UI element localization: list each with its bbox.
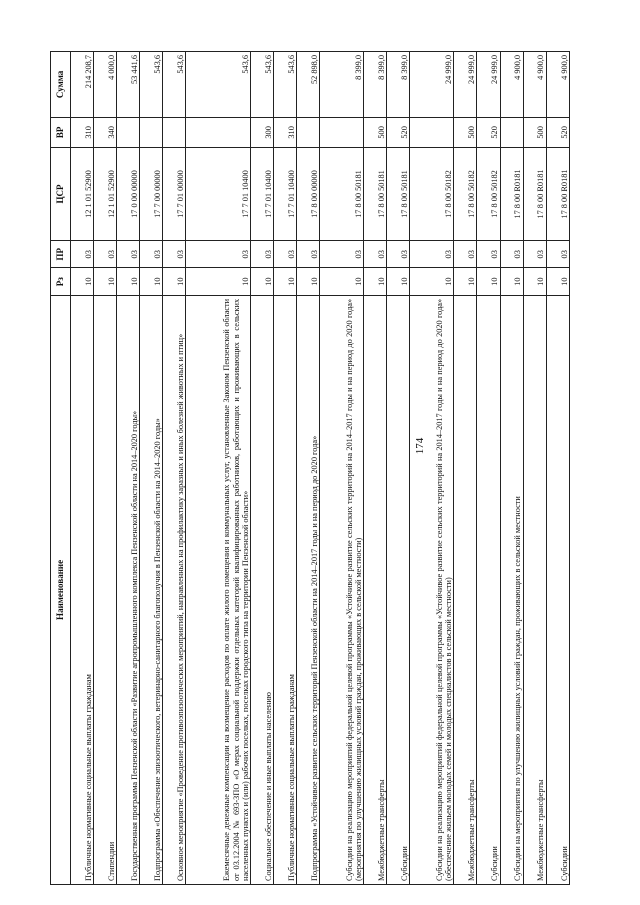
- cell-pr: 03: [523, 241, 546, 268]
- cell-vr: [163, 117, 186, 147]
- cell-pr: 03: [546, 241, 569, 268]
- cell-name: Субсидии на реализацию мероприятий федеральной целевой программы «Устойчивое развитие сельских территорий на 2014–2017 годы и на период до 2020 года» (мероприятия по улучшению жилищных условий граждан, проживающих в сельской местности): [320, 295, 364, 884]
- table-row: [410, 52, 454, 885]
- header-name: Наименование: [51, 295, 71, 884]
- cell-name: Межбюджетные трансферты: [523, 295, 546, 884]
- cell-vr: [297, 117, 320, 147]
- cell-vr: 310: [274, 117, 297, 147]
- cell-csr: 17 0 00 00000: [117, 147, 140, 240]
- cell-sum: 543,6: [186, 52, 251, 118]
- table-row: [477, 52, 500, 885]
- cell-pr: 03: [454, 241, 477, 268]
- cell-vr: 300: [251, 117, 274, 147]
- cell-rz: 10: [94, 268, 117, 295]
- cell-vr: 500: [523, 117, 546, 147]
- cell-csr: 17 8 00 R0181: [546, 147, 569, 240]
- cell-csr: 17 8 00 50181: [387, 147, 410, 240]
- cell-csr: 17 7 01 10400: [274, 147, 297, 240]
- cell-vr: 500: [454, 117, 477, 147]
- cell-csr: 17 8 00 50181: [364, 147, 387, 240]
- cell-sum: 543,6: [251, 52, 274, 118]
- cell-vr: 520: [387, 117, 410, 147]
- table-row: [297, 52, 320, 885]
- cell-pr: 03: [387, 241, 410, 268]
- cell-sum: 4 900,0: [523, 52, 546, 118]
- cell-name: Социальное обеспечение и иные выплаты населению: [251, 295, 274, 884]
- cell-rz: 10: [454, 268, 477, 295]
- cell-rz: 10: [297, 268, 320, 295]
- cell-rz: 10: [274, 268, 297, 295]
- cell-vr: 310: [71, 117, 94, 147]
- cell-name: Межбюджетные трансферты: [454, 295, 477, 884]
- table-row: [117, 52, 140, 885]
- cell-vr: [500, 117, 523, 147]
- cell-sum: 543,6: [163, 52, 186, 118]
- cell-pr: 03: [477, 241, 500, 268]
- cell-name: Подпрограмма «Обеспечение эпизоотического, ветеринарно-санитарного благополучия в Пензенской области на 2014–2020 годы»: [140, 295, 163, 884]
- cell-pr: 03: [274, 241, 297, 268]
- cell-vr: 520: [546, 117, 569, 147]
- cell-rz: 10: [163, 268, 186, 295]
- cell-csr: 17 8 00 50182: [410, 147, 454, 240]
- cell-vr: 340: [94, 117, 117, 147]
- cell-rz: 10: [320, 268, 364, 295]
- cell-sum: 53 441,6: [117, 52, 140, 118]
- table-row: [387, 52, 410, 885]
- cell-name: Государственная программа Пензенской области «Развитие агропромышленного комплекса Пензенской области на 2014–2020 годы»: [117, 295, 140, 884]
- cell-vr: 500: [364, 117, 387, 147]
- cell-csr: 17 8 00 50181: [320, 147, 364, 240]
- cell-rz: 10: [117, 268, 140, 295]
- cell-name: Субсидии на реализацию мероприятий федеральной целевой программы «Устойчивое развитие сельских территорий на 2014–2017 годы и на период до 2020 года» (обеспечение жильем молодых семей и молодых специалистов в сельской местности): [410, 295, 454, 884]
- cell-name: Публичные нормативные социальные выплаты гражданам: [274, 295, 297, 884]
- cell-pr: 03: [186, 241, 251, 268]
- cell-csr: 12 1 01 52900: [71, 147, 94, 240]
- table-row: [140, 52, 163, 885]
- table-row: [71, 52, 94, 885]
- cell-sum: 52 898,0: [297, 52, 320, 118]
- cell-sum: 24 999,0: [454, 52, 477, 118]
- table-row: [320, 52, 364, 885]
- cell-vr: 520: [477, 117, 500, 147]
- cell-vr: [410, 117, 454, 147]
- table-header-row: [51, 52, 71, 885]
- cell-name: Межбюджетные трансферты: [364, 295, 387, 884]
- cell-sum: 8 399,0: [320, 52, 364, 118]
- cell-rz: 10: [500, 268, 523, 295]
- cell-vr: [186, 117, 251, 147]
- cell-pr: 03: [364, 241, 387, 268]
- cell-pr: 03: [500, 241, 523, 268]
- cell-rz: 10: [364, 268, 387, 295]
- cell-csr: 17 7 01 10400: [186, 147, 251, 240]
- table-row: [546, 52, 569, 885]
- cell-csr: 17 8 00 R0181: [523, 147, 546, 240]
- cell-csr: 17 7 00 00000: [140, 147, 163, 240]
- cell-pr: 03: [163, 241, 186, 268]
- cell-pr: 03: [410, 241, 454, 268]
- cell-sum: 24 999,0: [477, 52, 500, 118]
- cell-csr: 17 7 01 10400: [251, 147, 274, 240]
- page-number: 174: [414, 437, 426, 455]
- header-sum: Сумма: [51, 52, 71, 118]
- table-row: [500, 52, 523, 885]
- header-rz: Рз: [51, 268, 71, 295]
- cell-pr: 03: [297, 241, 320, 268]
- cell-pr: 03: [320, 241, 364, 268]
- cell-rz: 10: [523, 268, 546, 295]
- cell-pr: 03: [117, 241, 140, 268]
- cell-sum: 543,6: [274, 52, 297, 118]
- header-vr: ВР: [51, 117, 71, 147]
- cell-name: Субсидии на мероприятия по улучшению жилищных условий граждан, проживающих в сельской местности: [500, 295, 523, 884]
- cell-name: Основное мероприятие «Проведение противоэпизоотических мероприятий, направленных на профилактику заразных и иных болезней животных и птиц»: [163, 295, 186, 884]
- cell-name: Ежемесячные денежные компенсации на возмещение расходов по оплате жилого помещения и коммунальных услуг, установленные Законом Пензенской области от 03.12.2004 № 693-ЗПО «О мерах социальной поддержки отдельных категорий квалифицированных работников, работающих и проживающих в сельских населенных пунктах и (или) рабочих поселках, поселках городского типа на территории Пензенской области»: [186, 295, 251, 884]
- cell-rz: 10: [186, 268, 251, 295]
- cell-vr: [140, 117, 163, 147]
- cell-name: Субсидии: [477, 295, 500, 884]
- cell-csr: 12 1 01 52900: [94, 147, 117, 240]
- cell-csr: 17 8 00 50182: [477, 147, 500, 240]
- cell-pr: 03: [251, 241, 274, 268]
- table-row: [523, 52, 546, 885]
- cell-csr: 17 8 00 00000: [297, 147, 320, 240]
- cell-sum: 543,6: [140, 52, 163, 118]
- cell-sum: 4 000,0: [94, 52, 117, 118]
- header-pr: ПР: [51, 241, 71, 268]
- cell-vr: [320, 117, 364, 147]
- cell-csr: 17 8 00 R0181: [500, 147, 523, 240]
- cell-name: Подпрограмма «Устойчивое развитие сельских территорий Пензенской области на 2014–2017 годы и на период до 2020 года»: [297, 295, 320, 884]
- cell-sum: 8 399,0: [364, 52, 387, 118]
- table-row: [251, 52, 274, 885]
- cell-csr: 17 8 00 50182: [454, 147, 477, 240]
- cell-rz: 10: [140, 268, 163, 295]
- cell-sum: 24 999,0: [410, 52, 454, 118]
- table-row: [163, 52, 186, 885]
- cell-name: Субсидии: [546, 295, 569, 884]
- cell-pr: 03: [71, 241, 94, 268]
- cell-vr: [117, 117, 140, 147]
- table-row: [186, 52, 251, 885]
- cell-pr: 03: [94, 241, 117, 268]
- budget-table-container: [50, 51, 570, 885]
- cell-sum: 4 900,0: [546, 52, 569, 118]
- table-row: [364, 52, 387, 885]
- cell-csr: 17 7 01 00000: [163, 147, 186, 240]
- cell-sum: 214 208,7: [71, 52, 94, 118]
- table-row: [454, 52, 477, 885]
- cell-rz: 10: [477, 268, 500, 295]
- cell-name: Публичные нормативные социальные выплаты гражданам: [71, 295, 94, 884]
- budget-table: [50, 51, 570, 885]
- table-row: [274, 52, 297, 885]
- header-csr: ЦСР: [51, 147, 71, 240]
- cell-rz: 10: [387, 268, 410, 295]
- cell-sum: 8 399,0: [387, 52, 410, 118]
- cell-name: Субсидии: [387, 295, 410, 884]
- cell-rz: 10: [546, 268, 569, 295]
- cell-rz: 10: [251, 268, 274, 295]
- cell-name: Стипендии: [94, 295, 117, 884]
- cell-sum: 4 900,0: [500, 52, 523, 118]
- cell-pr: 03: [140, 241, 163, 268]
- table-row: [94, 52, 117, 885]
- cell-rz: 10: [71, 268, 94, 295]
- cell-rz: 10: [410, 268, 454, 295]
